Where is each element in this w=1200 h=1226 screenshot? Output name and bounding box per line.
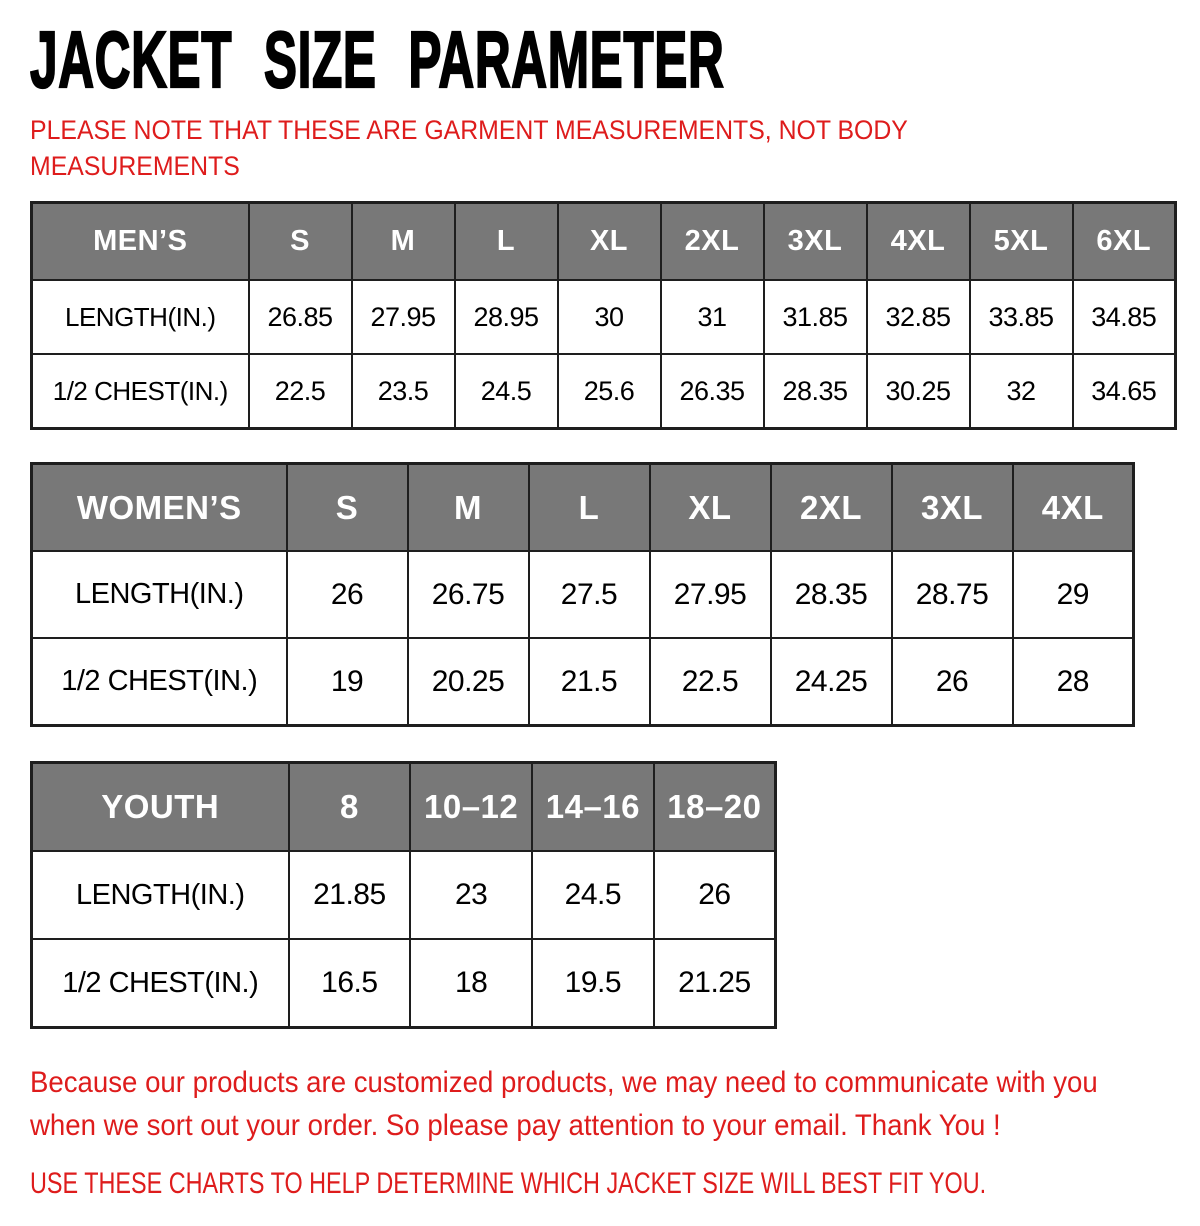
size-column-header: S (249, 203, 352, 281)
measurement-value: 23.5 (352, 354, 455, 429)
measurement-value: 19 (287, 638, 408, 726)
measurement-row-label: 1/2 CHEST(IN.) (32, 354, 249, 429)
size-column-header: 6XL (1073, 203, 1176, 281)
measurement-row-label: 1/2 CHEST(IN.) (32, 638, 287, 726)
measurement-value: 31 (661, 280, 764, 354)
size-column-header: 3XL (764, 203, 867, 281)
measurement-value: 28.35 (771, 551, 892, 638)
measurement-value: 28 (1013, 638, 1134, 726)
size-column-header: 3XL (892, 464, 1013, 552)
table-row (32, 939, 776, 1028)
measurement-value: 27.95 (650, 551, 771, 638)
size-tables-container (30, 201, 1200, 1029)
measurement-row-label: LENGTH(IN.) (32, 851, 289, 939)
measurement-value: 20.25 (408, 638, 529, 726)
measurement-value: 22.5 (249, 354, 352, 429)
size-column-header: L (529, 464, 650, 552)
measurement-value: 28.35 (764, 354, 867, 429)
measurement-value: 31.85 (764, 280, 867, 354)
size-column-header: 2XL (661, 203, 764, 281)
garment-measurement-note (30, 112, 1200, 184)
measurement-value: 30 (558, 280, 661, 354)
youth-header-row (32, 763, 776, 852)
size-column-header: S (287, 464, 408, 552)
measurement-value: 27.95 (352, 280, 455, 354)
womens-size-table (30, 462, 1135, 727)
measurement-value: 24.5 (455, 354, 558, 429)
text-line: Because our products are customized products, we may need to communicate with you (30, 1066, 1098, 1099)
measurement-value: 26.85 (249, 280, 352, 354)
measurement-value: 21.85 (289, 851, 411, 939)
measurement-value: 28.95 (455, 280, 558, 354)
measurement-value: 34.65 (1073, 354, 1176, 429)
table-row (32, 280, 1176, 354)
table-row (32, 551, 1134, 638)
fit-advice-note (30, 1167, 1200, 1201)
measurement-value: 32.85 (867, 280, 970, 354)
womens-header-row (32, 464, 1134, 552)
text-line: when we sort out your order. So please pay attention to your email. Thank You ! (30, 1109, 1001, 1142)
measurement-value: 21.5 (529, 638, 650, 726)
fit-advice-text: USE THESE CHARTS TO HELP DETERMINE WHICH JACKET SIZE WILL BEST FIT YOU. (30, 1167, 987, 1200)
measurement-value: 34.85 (1073, 280, 1176, 354)
mens-size-table (30, 201, 1177, 430)
size-column-header: 5XL (970, 203, 1073, 281)
measurement-value: 32 (970, 354, 1073, 429)
youth-group-header: YOUTH (32, 763, 289, 852)
measurement-value: 21.25 (654, 939, 776, 1028)
womens-group-header: WOMEN’S (32, 464, 287, 552)
measurement-row-label: LENGTH(IN.) (32, 551, 287, 638)
youth-size-table (30, 761, 777, 1029)
measurement-value: 16.5 (289, 939, 411, 1028)
measurement-value: 18 (410, 939, 532, 1028)
size-column-header: M (408, 464, 529, 552)
size-column-header: 2XL (771, 464, 892, 552)
measurement-value: 28.75 (892, 551, 1013, 638)
size-column-header: 4XL (1013, 464, 1134, 552)
size-column-header: 10–12 (410, 763, 532, 852)
size-column-header: 18–20 (654, 763, 776, 852)
mens-header-row (32, 203, 1176, 281)
size-column-header: XL (558, 203, 661, 281)
measurement-value: 26 (892, 638, 1013, 726)
measurement-row-label: 1/2 CHEST(IN.) (32, 939, 289, 1028)
measurement-value: 30.25 (867, 354, 970, 429)
measurement-value: 19.5 (532, 939, 654, 1028)
measurement-value: 23 (410, 851, 532, 939)
measurement-value: 26.35 (661, 354, 764, 429)
mens-group-header: MEN’S (32, 203, 249, 281)
measurement-value: 24.5 (532, 851, 654, 939)
measurement-value: 26 (654, 851, 776, 939)
table-row (32, 851, 776, 939)
table-row (32, 638, 1134, 726)
measurement-value: 26 (287, 551, 408, 638)
size-column-header: XL (650, 464, 771, 552)
size-column-header: 8 (289, 763, 411, 852)
measurement-value: 29 (1013, 551, 1134, 638)
size-column-header: 4XL (867, 203, 970, 281)
measurement-value: 33.85 (970, 280, 1073, 354)
measurement-value: 26.75 (408, 551, 529, 638)
page-title-text: JACKET SIZE PARAMETER (30, 15, 725, 104)
text-line: MEASUREMENTS (30, 151, 240, 181)
size-column-header: L (455, 203, 558, 281)
size-column-header: M (352, 203, 455, 281)
measurement-row-label: LENGTH(IN.) (32, 280, 249, 354)
table-row (32, 354, 1176, 429)
measurement-value: 24.25 (771, 638, 892, 726)
text-line: PLEASE NOTE THAT THESE ARE GARMENT MEASUREMENTS, NOT BODY (30, 115, 908, 145)
measurement-value: 25.6 (558, 354, 661, 429)
size-column-header: 14–16 (532, 763, 654, 852)
measurement-value: 22.5 (650, 638, 771, 726)
measurement-value: 27.5 (529, 551, 650, 638)
customized-products-note (30, 1061, 1200, 1147)
page-title (30, 15, 1200, 104)
